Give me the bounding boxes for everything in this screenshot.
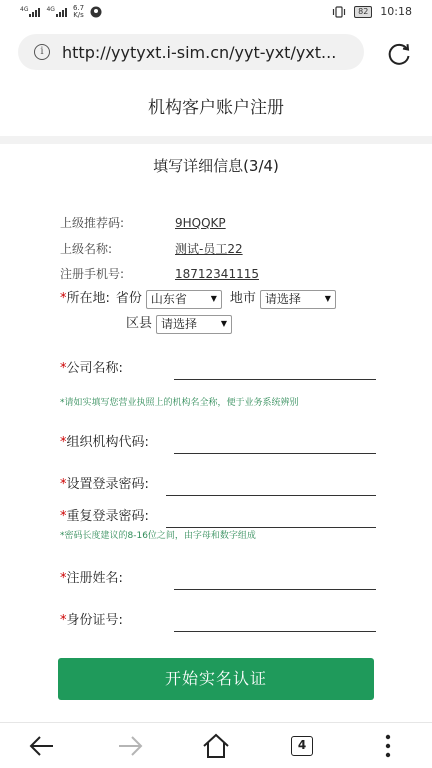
company-name-label: [60, 357, 123, 376]
browser-toolbar: [0, 30, 432, 74]
real-name-row: [60, 560, 376, 590]
dropdown-arrow-icon: ▼: [210, 294, 217, 303]
status-left: [20, 5, 102, 19]
header-divider: [0, 136, 432, 144]
district-value: 请选择: [161, 317, 198, 331]
speed-unit: K/s: [73, 11, 84, 19]
home-icon: [202, 733, 230, 759]
required-mark: *: [60, 613, 67, 628]
browser-bottom-nav: [0, 722, 432, 768]
password-hint: *密码长度建议的8-16位之间，由字母和数字组成: [60, 531, 256, 541]
more-vertical-icon: [384, 734, 392, 758]
signal-bars-icon: [29, 7, 40, 17]
back-button[interactable]: [26, 731, 58, 761]
city-select[interactable]: [260, 290, 336, 309]
province-value: 山东省: [150, 292, 187, 306]
real-name-label: [60, 567, 123, 586]
required-mark: *: [60, 435, 67, 450]
required-mark: *: [60, 291, 67, 306]
id-number-input[interactable]: [174, 608, 376, 632]
info-row-referral-code: [60, 214, 226, 232]
reload-icon[interactable]: [386, 41, 412, 67]
home-button[interactable]: [200, 731, 232, 761]
id-number-label: [60, 609, 123, 628]
info-row-phone: [60, 265, 259, 283]
info-value: 18712341115: [175, 267, 259, 281]
signal-bars-icon: [56, 7, 67, 17]
required-mark: *: [60, 509, 67, 524]
city-label: 地市: [229, 291, 256, 306]
page-title: 机构客户账户注册: [148, 98, 284, 118]
signal-2-tag: 4G: [46, 6, 55, 13]
password-row: [60, 466, 376, 496]
info-label: 上级推荐码:: [60, 216, 125, 230]
speed-value: 6.7: [72, 4, 85, 12]
password-repeat-row: [60, 498, 376, 528]
required-mark: *: [60, 571, 67, 586]
dropdown-arrow-icon: ▼: [220, 319, 228, 328]
status-bar: [0, 0, 432, 26]
id-number-row: [60, 602, 376, 632]
id-number-text: 身份证号:: [66, 613, 123, 628]
required-mark: *: [60, 477, 67, 492]
signal-2: [46, 7, 66, 17]
real-name-text: 注册姓名:: [66, 571, 123, 586]
vibrate-icon: [332, 6, 346, 18]
org-code-row: [60, 424, 376, 454]
clock: 10:18: [380, 5, 412, 18]
company-name-input[interactable]: [174, 356, 376, 380]
org-code-label: [60, 431, 149, 450]
location-label: 所在地:: [66, 291, 110, 306]
city-value: 请选择: [264, 292, 301, 306]
company-name-row: [60, 350, 376, 380]
signal-1: [20, 7, 40, 17]
org-code-input[interactable]: [174, 430, 376, 454]
info-label: 注册手机号:: [60, 267, 125, 281]
password-repeat-label: [60, 505, 149, 524]
tab-count: 4: [291, 736, 313, 756]
site-info-icon[interactable]: i: [34, 44, 50, 60]
password-text: 设置登录密码:: [66, 477, 149, 492]
battery-level: 82: [354, 6, 372, 18]
status-right: [332, 5, 412, 18]
province-select[interactable]: [146, 290, 222, 309]
info-row-superior-name: [60, 240, 243, 258]
app-notification-icon: [90, 6, 102, 18]
tabs-button[interactable]: [286, 731, 318, 761]
district-select[interactable]: [156, 315, 232, 334]
password-input[interactable]: [166, 472, 376, 496]
forward-button[interactable]: [114, 731, 146, 761]
password-repeat-text: 重复登录密码:: [66, 509, 149, 524]
info-value: 9HQQKP: [175, 216, 226, 230]
network-speed: [73, 5, 84, 19]
signal-1-tag: 4G: [20, 6, 29, 13]
province-label: 省份: [115, 291, 142, 306]
district-label: 区县: [126, 316, 153, 331]
forward-arrow-icon: [117, 735, 143, 757]
org-code-text: 组织机构代码:: [66, 435, 149, 450]
address-bar[interactable]: [18, 34, 364, 70]
info-value: 测试-员工22: [175, 242, 243, 256]
url-text[interactable]: http://yytyxt.i-sim.cn/yyt-yxt/yxt...: [62, 42, 337, 62]
password-label: [60, 473, 149, 492]
info-label: 上级名称:: [60, 242, 113, 256]
location-row: [60, 289, 344, 309]
district-row: [126, 314, 240, 334]
required-mark: *: [60, 361, 67, 376]
step-title: 填写详细信息(3/4): [153, 157, 279, 175]
start-verification-button[interactable]: 开始实名认证: [58, 658, 374, 700]
password-repeat-input[interactable]: [166, 504, 376, 528]
company-hint: *请如实填写您营业执照上的机构名全称，便于业务系统辨别: [60, 398, 299, 408]
company-name-text: 公司名称:: [66, 361, 123, 376]
dropdown-arrow-icon: ▼: [324, 294, 331, 303]
real-name-input[interactable]: [174, 566, 376, 590]
menu-button[interactable]: [372, 731, 404, 761]
back-arrow-icon: [29, 735, 55, 757]
